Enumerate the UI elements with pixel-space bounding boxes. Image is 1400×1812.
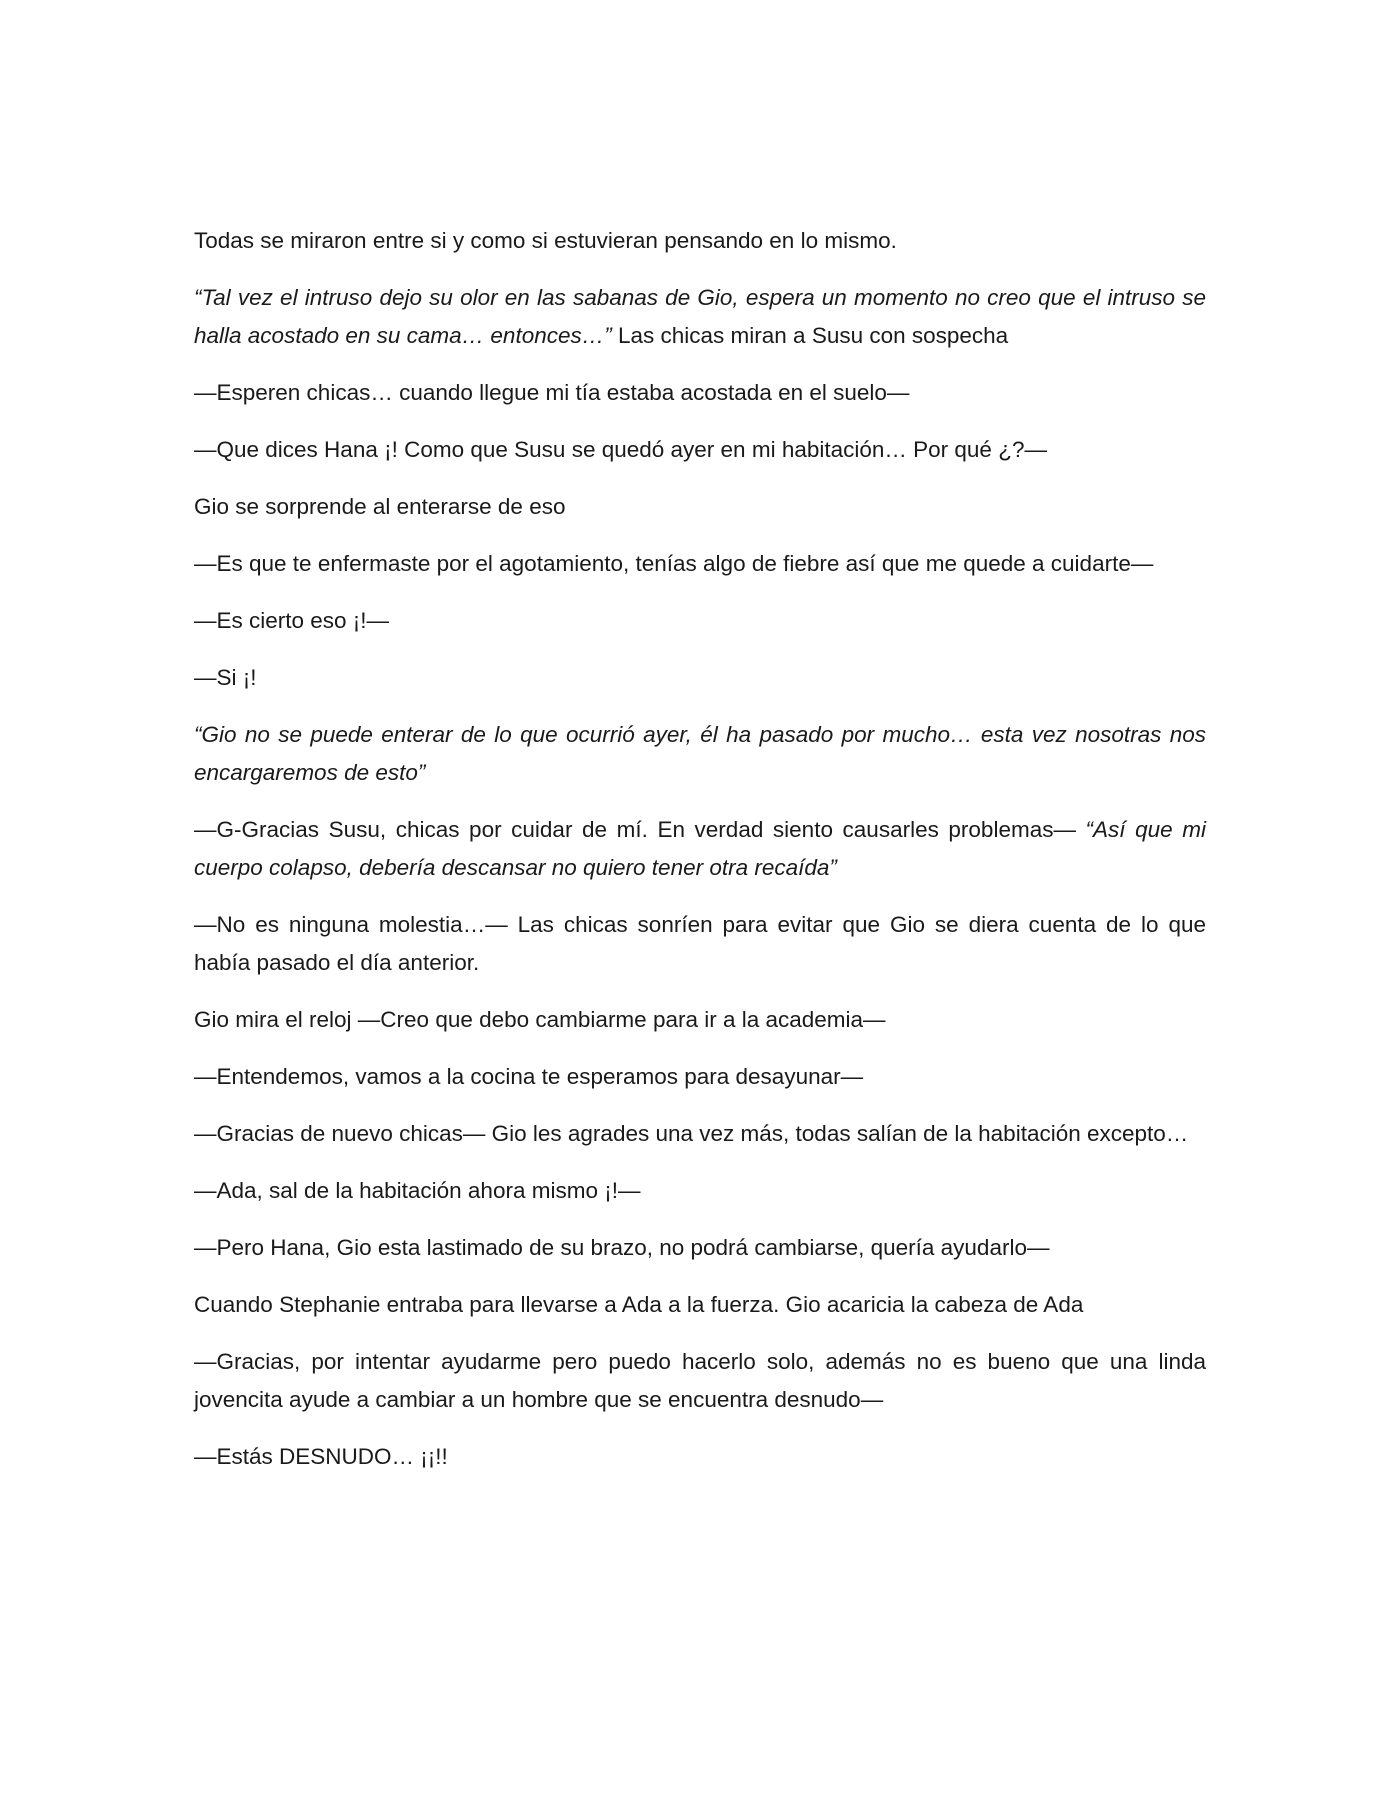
italic-text: “Tal vez el intruso dejo su olor en las sabanas de Gio, espera un momento no creo que el intruso se halla acostado en su cama… entonces…” — [194, 285, 1206, 348]
body-text: Cuando Stephanie entraba para llevarse a Ada a la fuerza. Gio acaricia la cabeza de Ada — [194, 1292, 1084, 1317]
paragraph — [194, 488, 1206, 526]
paragraph — [194, 1286, 1206, 1324]
body-text: —No es ninguna molestia…— Las chicas sonríen para evitar que Gio se diera cuenta de lo que había pasado el día anterior. — [194, 912, 1206, 975]
italic-text: “Así que mi cuerpo colapso, debería descansar no quiero tener otra recaída” — [194, 817, 1206, 880]
paragraph — [194, 1343, 1206, 1419]
body-text: —Gracias de nuevo chicas— Gio les agrades una vez más, todas salían de la habitación excepto… — [194, 1121, 1189, 1146]
italic-text: “Gio no se puede enterar de lo que ocurrió ayer, él ha pasado por mucho… esta vez nosotras nos encargaremos de esto” — [194, 722, 1206, 785]
body-text: —Gracias, por intentar ayudarme pero puedo hacerlo solo, además no es bueno que una linda jovencita ayude a cambiar a un hombre que se encuentra desnudo— — [194, 1349, 1206, 1412]
paragraph — [194, 1172, 1206, 1210]
paragraph — [194, 1115, 1206, 1153]
body-text: Las chicas miran a Susu con sospecha — [611, 323, 1009, 348]
document-page — [194, 222, 1206, 1476]
body-text: Gio se sorprende al enterarse de eso — [194, 494, 566, 519]
body-text: —Es que te enfermaste por el agotamiento, tenías algo de fiebre así que me quede a cuidarte— — [194, 551, 1154, 576]
paragraph — [194, 279, 1206, 355]
body-text: —Ada, sal de la habitación ahora mismo ¡!— — [194, 1178, 641, 1203]
paragraph — [194, 1229, 1206, 1267]
body-text: —Es cierto eso ¡!— — [194, 608, 390, 633]
body-text: —Entendemos, vamos a la cocina te esperamos para desayunar— — [194, 1064, 864, 1089]
paragraph — [194, 374, 1206, 412]
body-text: —Pero Hana, Gio esta lastimado de su brazo, no podrá cambiarse, quería ayudarlo— — [194, 1235, 1050, 1260]
body-text: —Esperen chicas… cuando llegue mi tía estaba acostada en el suelo— — [194, 380, 910, 405]
paragraph — [194, 222, 1206, 260]
body-text: Gio mira el reloj —Creo que debo cambiarme para ir a la academia— — [194, 1007, 886, 1032]
body-text: Todas se miraron entre si y como si estuvieran pensando en lo mismo. — [194, 228, 897, 253]
paragraph — [194, 906, 1206, 982]
paragraph — [194, 1001, 1206, 1039]
paragraph — [194, 602, 1206, 640]
body-text: —Si ¡! — [194, 665, 257, 690]
body-text: —G-Gracias Susu, chicas por cuidar de mí. En verdad siento causarles problemas— — [194, 817, 1086, 842]
paragraph — [194, 1058, 1206, 1096]
paragraph — [194, 811, 1206, 887]
paragraph — [194, 659, 1206, 697]
paragraph — [194, 431, 1206, 469]
paragraph — [194, 1438, 1206, 1476]
paragraph — [194, 545, 1206, 583]
body-text: —Estás DESNUDO… ¡¡!! — [194, 1444, 448, 1469]
body-text: —Que dices Hana ¡! Como que Susu se quedó ayer en mi habitación… Por qué ¿?— — [194, 437, 1047, 462]
paragraph — [194, 716, 1206, 792]
